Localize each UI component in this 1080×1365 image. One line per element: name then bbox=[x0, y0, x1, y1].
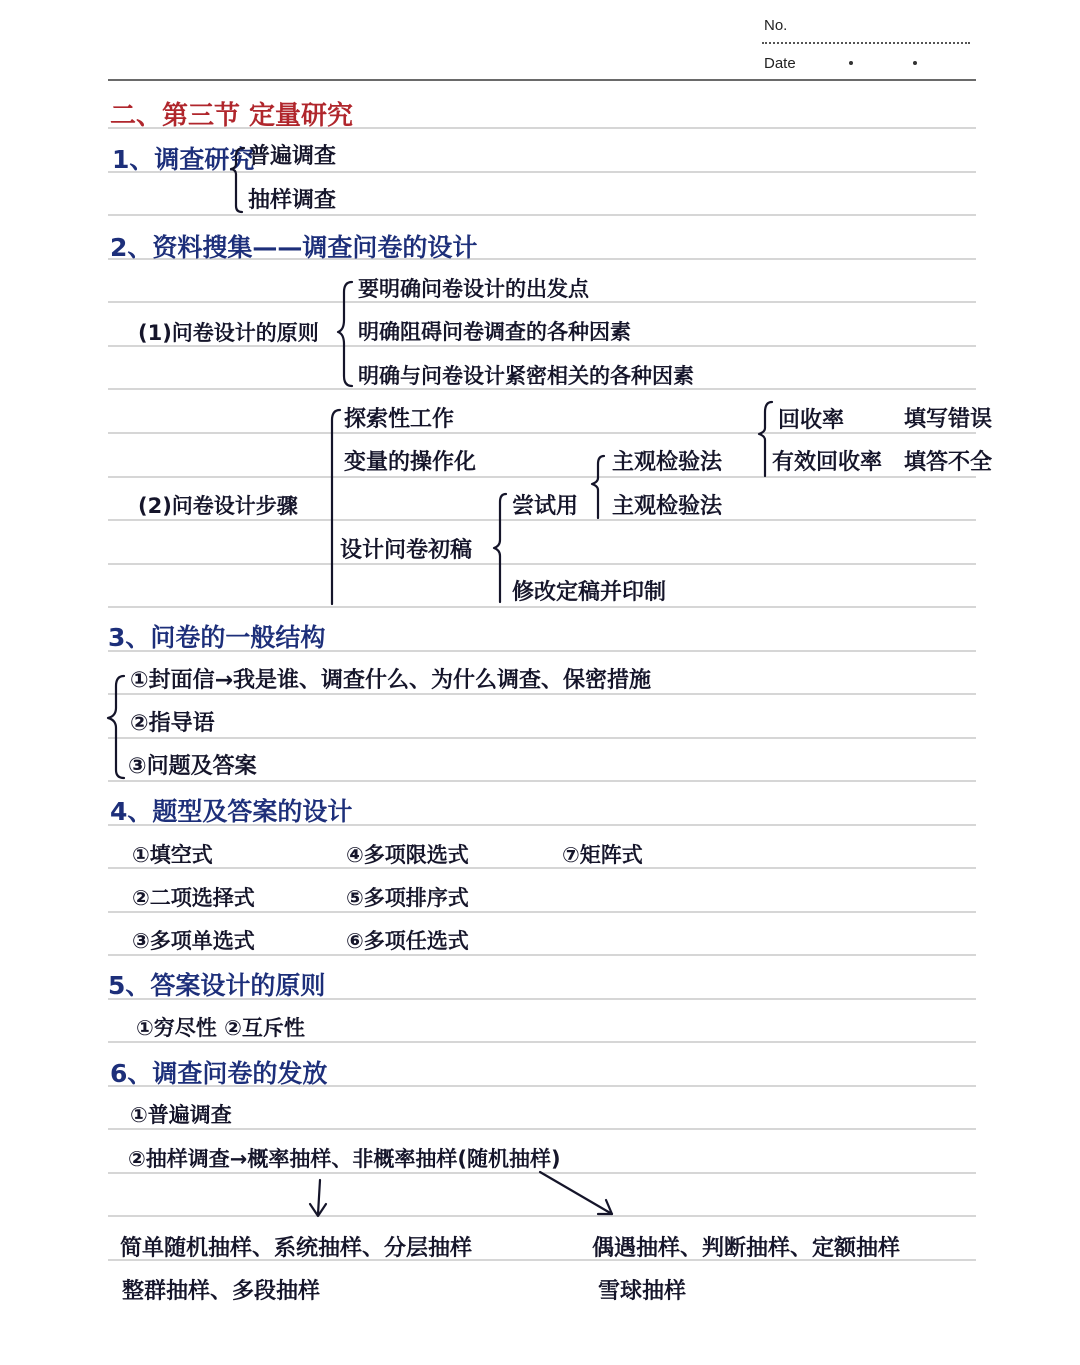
try-method: 主观检验法 bbox=[612, 494, 723, 519]
s1-item-sample-survey: 抽样调查 bbox=[248, 188, 337, 213]
s4-type: ③多项单选式 bbox=[132, 929, 255, 953]
try-method: 主观检验法 bbox=[612, 450, 723, 475]
s5-principles: ①穷尽性 ②互斥性 bbox=[136, 1016, 305, 1040]
page-title: 二、第三节 定量研究 bbox=[110, 101, 354, 131]
section-3-heading: 3、问卷的一般结构 bbox=[108, 623, 326, 652]
p1-item: 要明确问卷设计的出发点 bbox=[358, 277, 589, 301]
s1-item-universal-survey: 普遍调查 bbox=[248, 144, 337, 169]
error-item: 填答不全 bbox=[904, 450, 993, 475]
p2-step: 探索性工作 bbox=[344, 407, 455, 432]
s3-item-questions: ③问题及答案 bbox=[128, 754, 257, 779]
p2-step: 变量的操作化 bbox=[344, 450, 477, 475]
no-label: No. bbox=[764, 17, 788, 34]
s4-type: ⑥多项任选式 bbox=[346, 929, 469, 953]
probability-methods: 简单随机抽样、系统抽样、分层抽样 bbox=[120, 1236, 473, 1261]
section-1-heading: 1、调查研究 bbox=[112, 145, 255, 174]
rate-item: 有效回收率 bbox=[772, 450, 883, 475]
section-6-heading: 6、调查问卷的发放 bbox=[110, 1059, 328, 1088]
date-label: Date bbox=[764, 55, 796, 72]
p1-label: (1)问卷设计的原则 bbox=[138, 321, 319, 345]
s4-type: ②二项选择式 bbox=[132, 886, 255, 910]
probability-methods: 整群抽样、多段抽样 bbox=[122, 1279, 321, 1304]
s6-item-sampling: ②抽样调查→概率抽样、非概率抽样(随机抽样) bbox=[128, 1147, 561, 1171]
p1-item: 明确与问卷设计紧密相关的各种因素 bbox=[358, 364, 694, 388]
s6-item-universal: ①普遍调查 bbox=[130, 1103, 232, 1127]
s4-type: ⑤多项排序式 bbox=[346, 886, 469, 910]
error-item: 填写错误 bbox=[904, 407, 993, 432]
s3-item-cover-letter: ①封面信→我是谁、调查什么、为什么调查、保密措施 bbox=[130, 668, 652, 693]
draft-branch-finalize: 修改定稿并印制 bbox=[512, 580, 667, 605]
p1-item: 明确阻碍问卷调查的各种因素 bbox=[358, 320, 631, 344]
draft-branch-try: 尝试用 bbox=[512, 494, 579, 519]
date-dot bbox=[849, 61, 853, 65]
p2-step: 设计问卷初稿 bbox=[340, 538, 473, 563]
p2-label: (2)问卷设计步骤 bbox=[138, 494, 298, 518]
date-dot bbox=[913, 61, 917, 65]
s4-type: ⑦矩阵式 bbox=[562, 843, 643, 867]
rate-item: 回收率 bbox=[778, 408, 845, 433]
section-4-heading: 4、题型及答案的设计 bbox=[110, 797, 353, 826]
no-dotted-line bbox=[762, 42, 970, 44]
s4-type: ④多项限选式 bbox=[346, 843, 469, 867]
nonprobability-methods: 雪球抽样 bbox=[598, 1279, 687, 1304]
section-5-heading: 5、答案设计的原则 bbox=[108, 971, 326, 1000]
s3-item-guide: ②指导语 bbox=[130, 711, 215, 736]
s4-type: ①填空式 bbox=[132, 843, 213, 867]
nonprobability-methods: 偶遇抽样、判断抽样、定额抽样 bbox=[592, 1236, 901, 1261]
section-2-heading: 2、资料搜集——调查问卷的设计 bbox=[110, 233, 478, 262]
